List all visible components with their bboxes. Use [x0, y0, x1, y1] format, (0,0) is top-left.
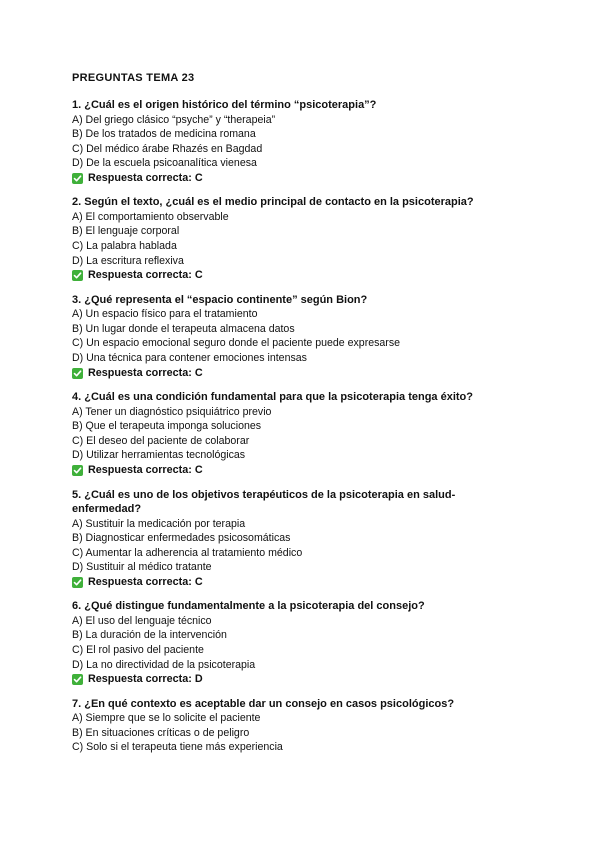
correct-answer	[72, 463, 512, 478]
check-mark-icon	[72, 465, 83, 476]
correct-answer-text: Respuesta correcta: C	[88, 269, 203, 282]
correct-answer-text: Respuesta correcta: C	[88, 366, 203, 379]
answer-option: B) Que el terapeuta imponga soluciones	[72, 420, 262, 433]
question-block	[72, 697, 512, 755]
question-text: 1. ¿Cuál es el origen histórico del término “psicoterapia”?	[72, 99, 377, 111]
correct-answer-text: Respuesta correcta: C	[88, 171, 203, 184]
check-mark-icon	[72, 674, 83, 685]
question-text: 6. ¿Qué distingue fundamentalmente a la psicoterapia del consejo?	[72, 600, 425, 613]
correct-answer-text: Respuesta correcta: D	[88, 673, 203, 686]
answer-option: A) El comportamiento observable	[72, 210, 229, 223]
question-text: 3. ¿Qué representa el “espacio continente” según Bion?	[72, 293, 368, 306]
question-text: 2. Según el texto, ¿cuál es el medio principal de contacto en la psicoterapia?	[72, 196, 474, 209]
check-mark-icon	[72, 577, 83, 588]
question-block	[72, 195, 512, 283]
answer-option: D) La escritura reflexiva	[72, 254, 184, 267]
correct-answer	[72, 672, 512, 687]
answer-option: D) Utilizar herramientas tecnológicas	[72, 449, 246, 462]
answer-option: B) La duración de la intervención	[72, 629, 227, 642]
answer-option: B) De los tratados de medicina romana	[72, 128, 256, 141]
question-block	[72, 390, 512, 478]
answer-option: A) Un espacio físico para el tratamiento	[72, 308, 258, 321]
answer-option: C) Un espacio emocional seguro donde el paciente puede expresarse	[72, 337, 401, 350]
answer-option: B) Un lugar donde el terapeuta almacena datos	[72, 322, 295, 335]
answer-option: B) Diagnosticar enfermedades psicosomáticas	[72, 532, 291, 545]
question-text: 7. ¿En qué contexto es aceptable dar un consejo en casos psicológicos?	[72, 697, 455, 710]
question-block	[72, 293, 512, 381]
correct-answer-text: Respuesta correcta: C	[88, 575, 203, 588]
check-mark-icon	[72, 270, 83, 281]
question-block	[72, 488, 512, 590]
answer-option: A) Siempre que se lo solicite el paciente	[72, 712, 261, 725]
answer-option: B) En situaciones críticas o de peligro	[72, 726, 250, 739]
correct-answer	[72, 366, 512, 381]
answer-option: D) La no directividad de la psicoterapia	[72, 658, 256, 671]
answer-option: A) Tener un diagnóstico psiquiátrico previo	[72, 405, 272, 418]
question-text: 5. ¿Cuál es uno de los objetivos terapéuticos de la psicoterapia en salud-enfermedad?	[72, 488, 456, 515]
correct-answer	[72, 575, 512, 590]
question-list	[72, 98, 512, 765]
question-text: 4. ¿Cuál es una condición fundamental para que la psicoterapia tenga éxito?	[72, 391, 473, 404]
correct-answer	[72, 268, 512, 283]
correct-answer	[72, 171, 512, 186]
answer-option: C) El deseo del paciente de colaborar	[72, 434, 250, 447]
page-title: PREGUNTAS TEMA 23	[72, 72, 195, 84]
question-block	[72, 98, 512, 186]
question-block	[72, 599, 512, 687]
answer-option: C) Del médico árabe Rhazés en Bagdad	[72, 142, 263, 155]
answer-option: D) De la escuela psicoanalítica vienesa	[72, 157, 257, 170]
correct-answer-text: Respuesta correcta: C	[88, 464, 203, 476]
check-mark-icon	[72, 173, 83, 184]
check-mark-icon	[72, 368, 83, 379]
answer-option: C) Aumentar la adherencia al tratamiento médico	[72, 546, 303, 559]
answer-option: B) El lenguaje corporal	[72, 225, 180, 238]
answer-option: C) El rol pasivo del paciente	[72, 644, 204, 657]
answer-option: A) El uso del lenguaje técnico	[72, 614, 212, 627]
answer-option: C) Solo si el terapeuta tiene más experiencia	[72, 741, 283, 754]
answer-option: D) Una técnica para contener emociones intensas	[72, 352, 307, 365]
answer-option: A) Sustituir la medicación por terapia	[72, 517, 246, 530]
answer-option: A) Del griego clásico “psyche” y “therapeia”	[72, 113, 276, 126]
answer-option: D) Sustituir al médico tratante	[72, 561, 212, 574]
answer-option: C) La palabra hablada	[72, 240, 177, 253]
